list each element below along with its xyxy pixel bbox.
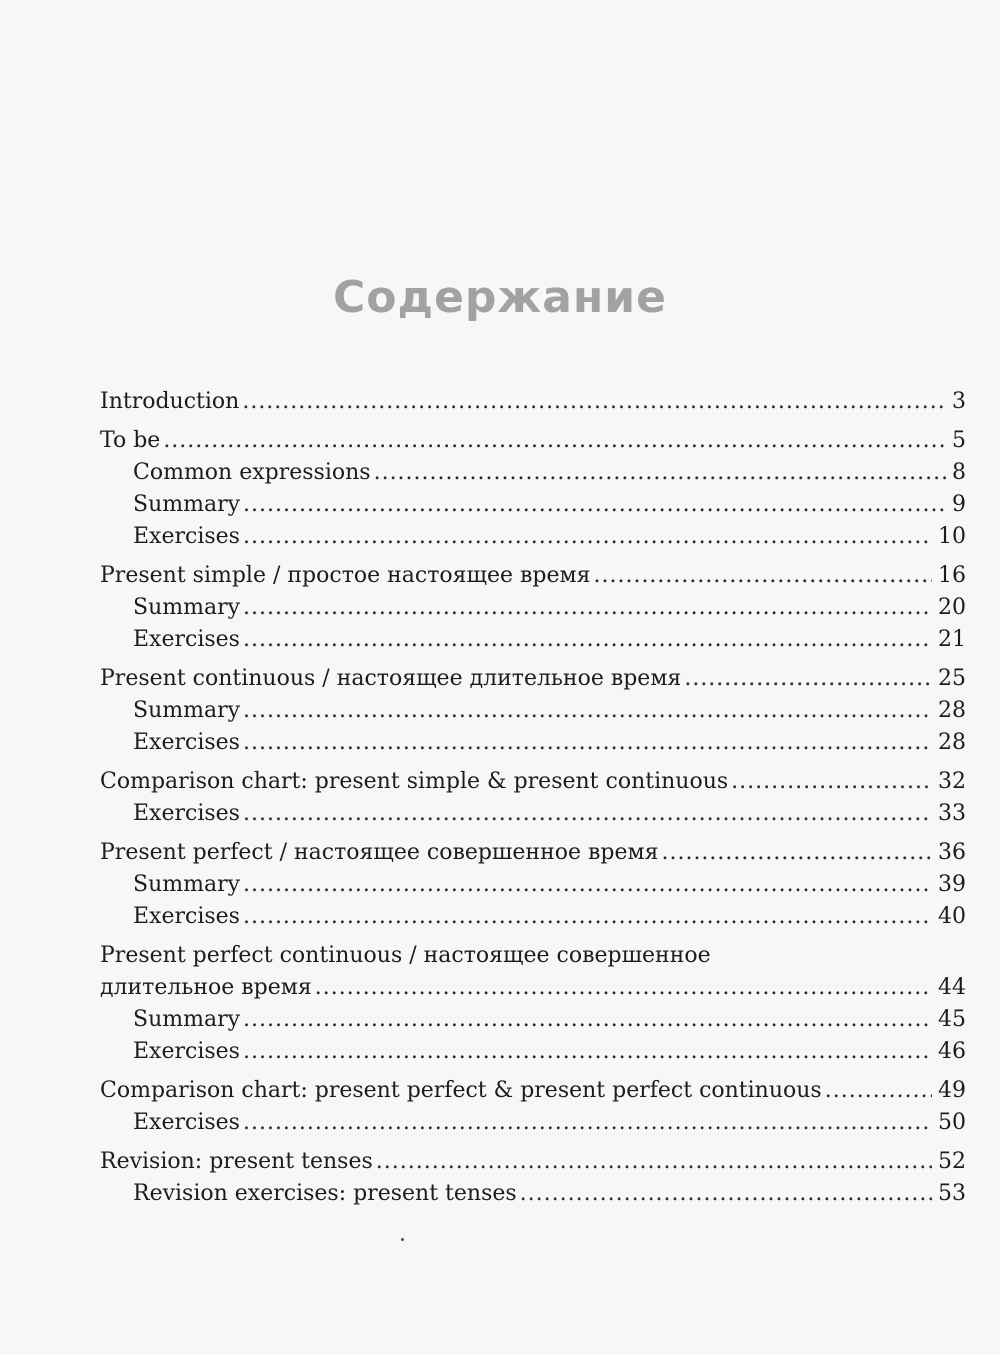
toc-subentry[interactable] xyxy=(100,489,966,521)
toc-entry-page: 39 xyxy=(938,872,966,897)
toc-entry-label: Summary xyxy=(133,595,241,620)
dot-leader xyxy=(243,901,932,933)
toc-entry[interactable] xyxy=(100,837,966,869)
toc-subentry[interactable] xyxy=(100,869,966,901)
toc-entry[interactable] xyxy=(100,940,966,1004)
toc-entry-label: Revision: present tenses xyxy=(100,1149,373,1174)
dot-leader xyxy=(684,663,932,695)
toc-subentry[interactable] xyxy=(100,901,966,933)
toc-entry-label: Exercises xyxy=(133,627,240,652)
toc-entry[interactable] xyxy=(100,663,966,695)
toc-subentry[interactable] xyxy=(100,457,966,489)
toc-entry-label: Common expressions xyxy=(133,460,371,485)
toc-entry[interactable] xyxy=(100,766,966,798)
dot-leader xyxy=(661,837,932,869)
toc-subentry[interactable] xyxy=(100,1178,966,1210)
toc-entry[interactable] xyxy=(100,386,966,418)
dot-leader xyxy=(315,972,932,1004)
toc-entry-page: 33 xyxy=(938,801,966,826)
toc-entry-label: Present perfect / настоящее совершенное время xyxy=(100,840,659,865)
toc-entry-page: 8 xyxy=(952,460,966,485)
dot-leader xyxy=(243,1036,932,1068)
toc-entry-label: Exercises xyxy=(133,801,240,826)
toc-subentry[interactable] xyxy=(100,624,966,656)
toc-entry-page: 10 xyxy=(938,524,966,549)
dot-leader xyxy=(243,695,932,727)
dot-leader xyxy=(243,592,932,624)
dot-leader xyxy=(243,727,932,759)
toc-subentry[interactable] xyxy=(100,727,966,759)
toc-entry-page: 45 xyxy=(938,1007,966,1032)
dot-leader xyxy=(376,1146,932,1178)
toc-entry-page: 25 xyxy=(938,666,966,691)
toc-entry-label: длительное время xyxy=(100,975,312,1000)
toc-entry-page: 16 xyxy=(938,563,966,588)
toc-entry-label: Exercises xyxy=(133,1110,240,1135)
toc-entry-label: Summary xyxy=(133,1007,241,1032)
dot-leader xyxy=(243,1107,932,1139)
toc-entry-label: Introduction xyxy=(100,389,240,414)
toc-entry-page: 46 xyxy=(938,1039,966,1064)
dot-leader xyxy=(243,489,946,521)
toc-entry-page: 28 xyxy=(938,698,966,723)
toc-entry-label: Exercises xyxy=(133,524,240,549)
dot-leader xyxy=(163,425,946,457)
toc-entry-label: Comparison chart: present perfect & present perfect continuous xyxy=(100,1078,822,1103)
toc-entry-label: Exercises xyxy=(133,1039,240,1064)
toc-subentry[interactable] xyxy=(100,521,966,553)
toc-entry-page: 3 xyxy=(952,389,966,414)
toc-subentry[interactable] xyxy=(100,695,966,727)
dot-leader xyxy=(825,1075,932,1107)
toc-subentry[interactable] xyxy=(100,592,966,624)
toc-entry-page: 50 xyxy=(938,1110,966,1135)
toc-entry-page: 53 xyxy=(938,1181,966,1206)
toc-entry-label: Present simple / простое настоящее время xyxy=(100,563,591,588)
dot-leader xyxy=(243,1004,932,1036)
dot-leader xyxy=(520,1178,932,1210)
toc-entry-page: 20 xyxy=(938,595,966,620)
toc-entry[interactable] xyxy=(100,425,966,457)
dot-leader xyxy=(243,624,932,656)
toc-entry-label: To be xyxy=(100,428,161,453)
toc-entry-page: 28 xyxy=(938,730,966,755)
dot-leader xyxy=(243,521,932,553)
toc-entry-page: 36 xyxy=(938,840,966,865)
toc-entry-page: 21 xyxy=(938,627,966,652)
print-speck xyxy=(401,1238,404,1241)
toc-entry-label: Comparison chart: present simple & present continuous xyxy=(100,769,729,794)
toc-entry-label: Exercises xyxy=(133,730,240,755)
toc-entry-page: 49 xyxy=(938,1078,966,1103)
toc-entry[interactable] xyxy=(100,560,966,592)
dot-leader xyxy=(374,457,946,489)
dot-leader xyxy=(593,560,932,592)
toc-entry[interactable] xyxy=(100,1075,966,1107)
toc-entry-label: Summary xyxy=(133,698,241,723)
toc-subentry[interactable] xyxy=(100,1107,966,1139)
toc-entry-page: 52 xyxy=(938,1149,966,1174)
toc-subentry[interactable] xyxy=(100,1036,966,1068)
toc-entry-label: Summary xyxy=(133,872,241,897)
toc-entry-label: Summary xyxy=(133,492,241,517)
dot-leader xyxy=(242,386,946,418)
toc-subentry[interactable] xyxy=(100,798,966,830)
dot-leader xyxy=(243,798,932,830)
toc-entry-page: 9 xyxy=(952,492,966,517)
toc-entry-label: Revision exercises: present tenses xyxy=(133,1181,517,1206)
toc-subentry[interactable] xyxy=(100,1004,966,1036)
dot-leader xyxy=(731,766,932,798)
toc-entry-label-line1: Present perfect continuous / настоящее совершенное xyxy=(100,943,711,968)
toc-entry-page: 32 xyxy=(938,769,966,794)
toc-entry-page: 44 xyxy=(938,975,966,1000)
toc-entry-label: Exercises xyxy=(133,904,240,929)
toc-entry-page: 5 xyxy=(952,428,966,453)
toc-entry-label: Present continuous / настоящее длительное время xyxy=(100,666,682,691)
table-of-contents xyxy=(100,386,966,1210)
page-title: Содержание xyxy=(333,272,667,323)
toc-entry[interactable] xyxy=(100,1146,966,1178)
toc-entry-page: 40 xyxy=(938,904,966,929)
dot-leader xyxy=(243,869,932,901)
